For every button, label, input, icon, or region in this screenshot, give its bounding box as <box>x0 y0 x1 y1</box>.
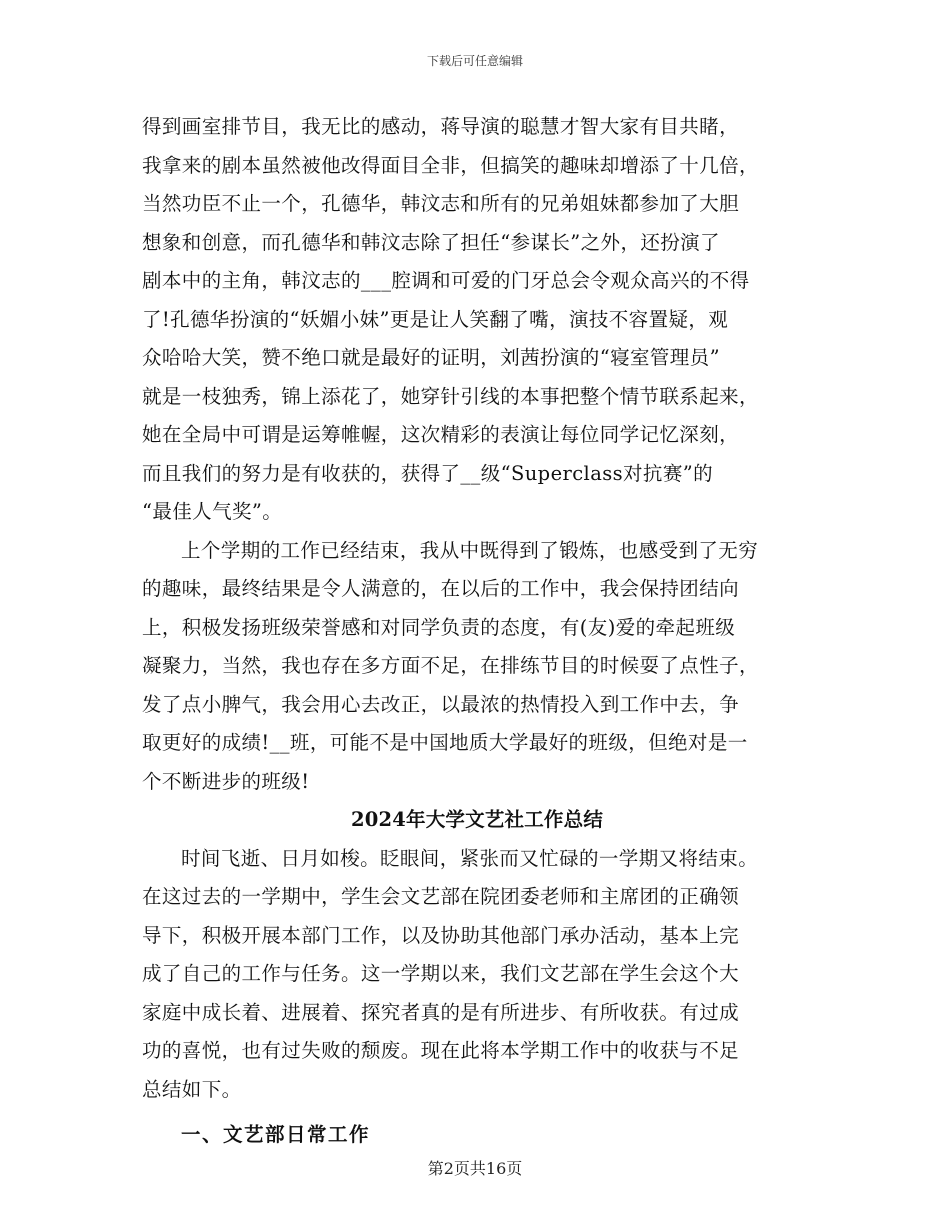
paragraph-line: 上个学期的工作已经结束，我从中既得到了锻炼，也感受到了无穷 <box>181 538 759 562</box>
paragraph-line: 上，积极发扬班级荣誉感和对同学负责的态度，有(友)爱的牵起班级 <box>142 615 736 639</box>
paragraph-line: 而且我们的努力是有收获的，获得了__级“Superclass对抗赛”的 <box>142 461 713 485</box>
paragraph-line: 取更好的成绩!__班，可能不是中国地质大学最好的班级，但绝对是一 <box>142 731 748 754</box>
page-footer: 第2页共16页 <box>427 1159 523 1178</box>
paragraph-line: 发了点小脾气，我会用心去改正，以最浓的热情投入到工作中去，争 <box>142 692 740 716</box>
paragraph-line: 了!孔德华扮演的“妖媚小妹”更是让人笑翻了嘴，演技不容置疑，观 <box>142 307 729 331</box>
paragraph-line: 功的喜悦，也有过失败的颓废。现在此将本学期工作中的收获与不足 <box>142 1039 740 1062</box>
paragraph-line: 凝聚力，当然，我也存在多方面不足，在排练节目的时候耍了点性子， <box>142 654 759 677</box>
section-heading: 一、文艺部日常工作 <box>181 1123 371 1146</box>
paragraph-line: 得到画室排节目，我无比的感动，蒋导演的聪慧才智大家有目共睹， <box>142 115 740 138</box>
paragraph-line: 个不断进步的班级! <box>142 769 310 793</box>
paragraph-line: 众哈哈大笑，赞不绝口就是最好的证明，刘茜扮演的“寝室管理员” <box>142 346 720 369</box>
paragraph-line: 就是一枝独秀，锦上添花了，她穿针引线的本事把整个情节联系起来， <box>142 384 759 408</box>
paragraph-line: 导下，积极开展本部门工作，以及协助其他部门承办活动，基本上完 <box>142 923 740 947</box>
paragraph-line: 总结如下。 <box>142 1077 242 1101</box>
paragraph-line: “最佳人气奖”。 <box>142 500 283 523</box>
paragraph-line: 家庭中成长着、进展着、探究者真的是有所进步、有所收获。有过成 <box>142 1000 740 1024</box>
paragraph-line: 时间飞逝、日月如梭。眨眼间，紧张而又忙碌的一学期又将结束。 <box>181 846 759 870</box>
paragraph-line: 我拿来的剧本虽然被他改得面目全非，但搞笑的趣味却增添了十几倍， <box>142 153 759 177</box>
paragraph-line: 的趣味，最终结果是令人满意的，在以后的工作中，我会保持团结向 <box>142 577 740 600</box>
paragraph-line: 想象和创意，而孔德华和韩汶志除了担任“参谋长”之外，还扮演了 <box>142 230 720 254</box>
paragraph-line: 在这过去的一学期中，学生会文艺部在院团委老师和主席团的正确领 <box>142 885 740 908</box>
section-title: 2024年大学文艺社工作总结 <box>350 808 604 831</box>
paragraph-line: 当然功臣不止一个，孔德华，韩汶志和所有的兄弟姐妹都参加了大胆 <box>142 192 740 215</box>
paragraph-line: 成了自己的工作与任务。这一学期以来，我们文艺部在学生会这个大 <box>142 962 740 985</box>
page-header-note: 下载后可任意编辑 <box>426 54 523 68</box>
paragraph-line: 她在全局中可谓是运筹帷幄，这次精彩的表演让每位同学记忆深刻， <box>142 423 740 446</box>
paragraph-line: 剧本中的主角，韩汶志的___腔调和可爱的门牙总会令观众高兴的不得 <box>142 269 750 292</box>
document-body <box>142 108 812 1153</box>
